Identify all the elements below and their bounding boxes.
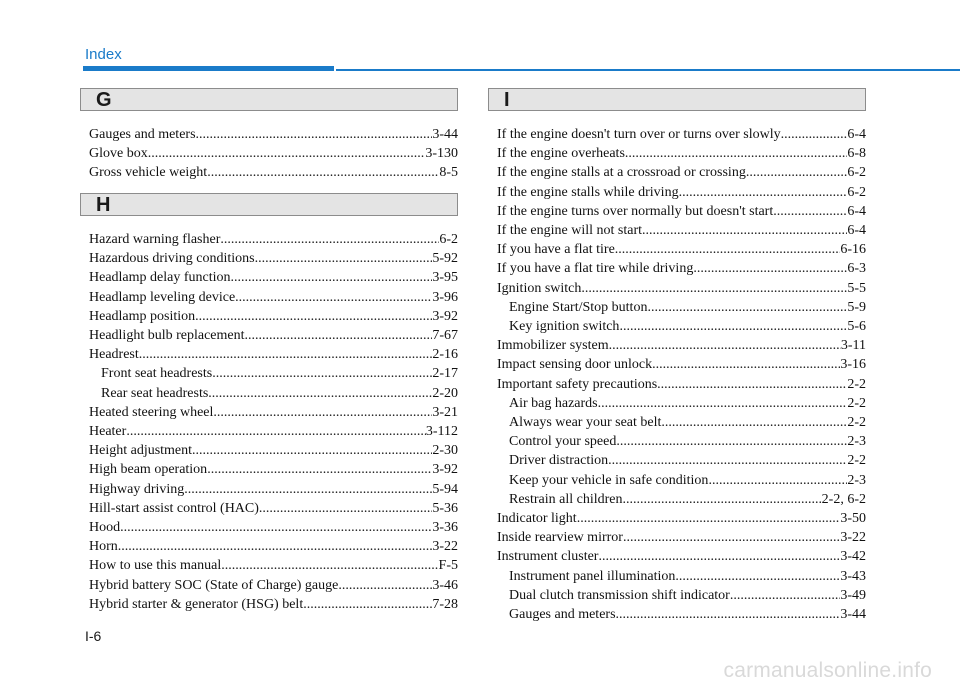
entry-label: Dual clutch transmission shift indicator xyxy=(509,587,730,603)
entry-page: 5-9 xyxy=(847,299,866,315)
section-i xyxy=(497,88,866,624)
entry-page: 6-8 xyxy=(847,146,866,162)
index-entry xyxy=(89,556,458,575)
entry-label: Gauges and meters xyxy=(509,607,616,623)
index-subentry xyxy=(497,451,866,470)
section-h xyxy=(89,193,458,614)
entry-page: 2-17 xyxy=(432,366,458,382)
leader-dots xyxy=(221,556,438,575)
entry-page: 6-4 xyxy=(847,127,866,142)
entry-label: Restrain all children xyxy=(509,491,623,507)
entry-label: If the engine doesn't turn over or turns over slowly xyxy=(497,127,781,142)
entry-page: 5-92 xyxy=(432,251,458,267)
index-subentry xyxy=(497,394,866,413)
entry-label: Ignition switch xyxy=(497,280,582,296)
leader-dots xyxy=(623,528,840,547)
index-entry xyxy=(89,576,458,595)
index-entry xyxy=(89,480,458,499)
index-subentry xyxy=(497,298,866,317)
index-entry xyxy=(89,144,458,163)
index-entry xyxy=(89,460,458,479)
index-entry xyxy=(89,163,458,182)
leader-dots xyxy=(192,441,432,460)
leader-dots xyxy=(184,480,432,499)
index-entry xyxy=(497,259,866,278)
leader-dots xyxy=(581,279,847,298)
index-entry xyxy=(89,288,458,307)
entry-page: 6-4 xyxy=(847,223,866,239)
entry-page: 3-43 xyxy=(840,568,866,584)
entry-page: 2-16 xyxy=(432,347,458,363)
index-entry xyxy=(497,528,866,547)
leader-dots xyxy=(746,163,848,182)
entry-label: Hazard warning flasher xyxy=(89,232,221,247)
entry-page: 6-16 xyxy=(840,242,866,258)
entry-page: 7-28 xyxy=(432,596,458,612)
index-subentry xyxy=(497,567,866,586)
entry-page: 7-67 xyxy=(432,328,458,344)
index-entry xyxy=(89,307,458,326)
entry-page: 3-95 xyxy=(432,270,458,286)
entry-label: High beam operation xyxy=(89,462,208,478)
section-letter-box-g xyxy=(80,88,458,111)
index-list-i xyxy=(497,125,866,624)
leader-dots xyxy=(259,499,432,518)
leader-dots xyxy=(675,567,840,586)
entry-label: Hybrid starter & generator (HSG) belt xyxy=(89,596,304,612)
entry-label: Instrument cluster xyxy=(497,549,599,565)
entry-label: Hood xyxy=(89,520,121,536)
leader-dots xyxy=(208,384,432,403)
entry-page: 6-2 xyxy=(439,232,458,247)
index-entry xyxy=(497,355,866,374)
entry-label: If the engine turns over normally but doesn't start xyxy=(497,203,774,219)
leader-dots xyxy=(338,576,432,595)
leader-dots xyxy=(616,605,841,624)
index-entry xyxy=(497,279,866,298)
leader-dots xyxy=(773,202,847,221)
entry-label: Heater xyxy=(89,424,127,440)
leader-dots xyxy=(708,471,847,490)
entry-page: 5-6 xyxy=(847,319,866,335)
entry-page: 2-2 xyxy=(847,376,866,392)
leader-dots xyxy=(652,355,840,374)
entry-label: Important safety precautions xyxy=(497,376,658,392)
entry-page: 6-2 xyxy=(847,165,866,181)
leader-dots xyxy=(245,326,433,345)
leader-dots xyxy=(235,288,432,307)
leader-dots xyxy=(609,336,841,355)
entry-label: Glove box xyxy=(89,146,148,162)
header-rule-thick xyxy=(83,66,334,71)
leader-dots xyxy=(598,394,848,413)
leader-dots xyxy=(598,547,840,566)
leader-dots xyxy=(679,183,848,202)
index-entry xyxy=(89,345,458,364)
section-letter-box-h xyxy=(80,193,458,216)
entry-label: Indicator light xyxy=(497,511,577,527)
leader-dots xyxy=(126,422,426,441)
index-entry xyxy=(89,441,458,460)
leader-dots xyxy=(619,317,847,336)
index-entry xyxy=(89,125,458,144)
entry-label: Always wear your seat belt xyxy=(509,415,662,431)
entry-label: Control your speed xyxy=(509,434,617,450)
entry-label: Headlight bulb replacement xyxy=(89,328,245,344)
entry-label: Gauges and meters xyxy=(89,127,196,142)
entry-page: 6-2 xyxy=(847,184,866,200)
entry-label: If the engine stalls at a crossroad or crossing xyxy=(497,165,746,181)
entry-page: 2-2 xyxy=(847,395,866,411)
entry-page: 3-36 xyxy=(432,520,458,536)
index-subentry xyxy=(497,605,866,624)
entry-label: Driver distraction xyxy=(509,453,609,469)
leader-dots xyxy=(255,249,433,268)
leader-dots xyxy=(220,230,439,249)
section-letter-h: H xyxy=(96,194,111,216)
watermark: carmanualsonline.info xyxy=(723,659,932,682)
section-g xyxy=(89,88,458,183)
entry-label: How to use this manual xyxy=(89,558,222,574)
index-entry xyxy=(497,240,866,259)
index-list-g xyxy=(89,125,458,183)
leader-dots xyxy=(781,125,848,144)
entry-page: 5-94 xyxy=(432,481,458,497)
entry-page: 2-2 xyxy=(847,415,866,431)
entry-page: 3-22 xyxy=(432,539,458,555)
leader-dots xyxy=(608,451,847,470)
section-letter-box-i xyxy=(488,88,866,111)
leader-dots xyxy=(730,586,840,605)
entry-page: 3-49 xyxy=(840,587,866,603)
index-entry xyxy=(497,547,866,566)
index-entry xyxy=(89,422,458,441)
leader-dots xyxy=(139,345,433,364)
entry-page: 3-96 xyxy=(432,289,458,305)
leader-dots xyxy=(661,413,847,432)
index-subentry xyxy=(497,413,866,432)
index-entry xyxy=(89,268,458,287)
entry-label: Headlamp position xyxy=(89,308,196,324)
index-entry xyxy=(89,403,458,422)
entry-label: If you have a flat tire xyxy=(497,242,615,258)
index-subentry xyxy=(497,586,866,605)
entry-page: 3-130 xyxy=(425,146,458,162)
entry-page: 2-20 xyxy=(432,385,458,401)
section-letter-i: I xyxy=(504,89,510,111)
index-subentry xyxy=(89,384,458,403)
entry-label: Immobilizer system xyxy=(497,338,609,354)
entry-page: F-5 xyxy=(438,558,458,574)
leader-dots xyxy=(213,403,432,422)
index-entry xyxy=(89,230,458,249)
leader-dots xyxy=(207,460,432,479)
index-subentry xyxy=(497,432,866,451)
leader-dots xyxy=(693,259,847,278)
entry-page: 6-4 xyxy=(847,203,866,219)
index-entry xyxy=(89,326,458,345)
entry-label: Headrest xyxy=(89,347,139,363)
leader-dots xyxy=(615,240,841,259)
entry-page: 2-3 xyxy=(847,434,866,450)
entry-label: Highway driving xyxy=(89,481,185,497)
index-entry xyxy=(497,125,866,144)
index-subentry xyxy=(89,364,458,383)
leader-dots xyxy=(647,298,847,317)
index-subentry xyxy=(497,471,866,490)
entry-page: 2-30 xyxy=(432,443,458,459)
leader-dots xyxy=(148,144,426,163)
entry-page: 3-42 xyxy=(840,549,866,565)
entry-page: 3-44 xyxy=(432,127,458,142)
header-rule-thin xyxy=(336,69,960,71)
index-entry xyxy=(89,249,458,268)
entry-label: Height adjustment xyxy=(89,443,193,459)
entry-label: Air bag hazards xyxy=(509,395,598,411)
entry-label: If the engine overheats xyxy=(497,146,625,162)
entry-page: 3-46 xyxy=(432,577,458,593)
entry-label: Hazardous driving conditions xyxy=(89,251,255,267)
leader-dots xyxy=(118,537,433,556)
entry-page: 3-16 xyxy=(840,357,866,373)
entry-label: Key ignition switch xyxy=(509,319,620,335)
entry-label: Inside rearview mirror xyxy=(497,530,623,546)
entry-page: 2-2 xyxy=(847,453,866,469)
entry-label: Front seat headrests xyxy=(101,366,213,382)
index-entry xyxy=(497,144,866,163)
entry-page: 3-112 xyxy=(425,424,458,440)
entry-page: 5-36 xyxy=(432,500,458,516)
leader-dots xyxy=(120,518,432,537)
entry-label: If the engine will not start xyxy=(497,223,643,239)
entry-page: 6-3 xyxy=(847,261,866,277)
entry-page: 2-3 xyxy=(847,472,866,488)
entry-page: 2-2, 6-2 xyxy=(821,491,866,507)
entry-label: Heated steering wheel xyxy=(89,404,214,420)
entry-label: Hill-start assist control (HAC) xyxy=(89,500,259,516)
leader-dots xyxy=(577,509,841,528)
leader-dots xyxy=(303,595,432,614)
entry-label: Rear seat headrests xyxy=(101,385,209,401)
index-entry xyxy=(497,221,866,240)
entry-label: Headlamp leveling device xyxy=(89,289,236,305)
entry-label: Hybrid battery SOC (State of Charge) gauge xyxy=(89,577,339,593)
entry-page: 3-21 xyxy=(432,404,458,420)
entry-label: Horn xyxy=(89,539,118,555)
entry-page: 3-44 xyxy=(840,607,866,623)
index-entry xyxy=(497,183,866,202)
leader-dots xyxy=(642,221,847,240)
entry-label: Instrument panel illumination xyxy=(509,568,676,584)
index-subentry xyxy=(497,317,866,336)
entry-page: 8-5 xyxy=(439,165,458,181)
index-list-h xyxy=(89,230,458,614)
leader-dots xyxy=(657,375,847,394)
leader-dots xyxy=(231,268,433,287)
entry-label: Impact sensing door unlock xyxy=(497,357,653,373)
entry-page: 3-92 xyxy=(432,462,458,478)
index-entry xyxy=(497,375,866,394)
entry-label: Headlamp delay function xyxy=(89,270,231,286)
leader-dots xyxy=(625,144,847,163)
entry-label: Keep your vehicle in safe condition xyxy=(509,472,709,488)
index-entry xyxy=(89,595,458,614)
entry-page: 3-22 xyxy=(840,530,866,546)
leader-dots xyxy=(195,307,432,326)
entry-label: If the engine stalls while driving xyxy=(497,184,679,200)
index-entry xyxy=(89,499,458,518)
entry-page: 5-5 xyxy=(847,280,866,296)
entry-page: 3-50 xyxy=(840,511,866,527)
index-entry xyxy=(89,518,458,537)
leader-dots xyxy=(623,490,822,509)
index-entry xyxy=(497,163,866,182)
entry-label: If you have a flat tire while driving xyxy=(497,261,694,277)
index-entry xyxy=(497,202,866,221)
page-title: Index xyxy=(85,46,122,63)
index-subentry xyxy=(497,490,866,509)
leader-dots xyxy=(196,125,433,144)
entry-page: 3-11 xyxy=(840,338,866,354)
entry-label: Engine Start/Stop button xyxy=(509,299,648,315)
leader-dots xyxy=(212,364,432,383)
index-entry xyxy=(89,537,458,556)
section-letter-g: G xyxy=(96,89,112,111)
page-number: I-6 xyxy=(85,628,102,644)
index-entry xyxy=(497,336,866,355)
entry-page: 3-92 xyxy=(432,308,458,324)
leader-dots xyxy=(207,163,439,182)
index-entry xyxy=(497,509,866,528)
entry-label: Gross vehicle weight xyxy=(89,165,208,181)
leader-dots xyxy=(616,432,847,451)
